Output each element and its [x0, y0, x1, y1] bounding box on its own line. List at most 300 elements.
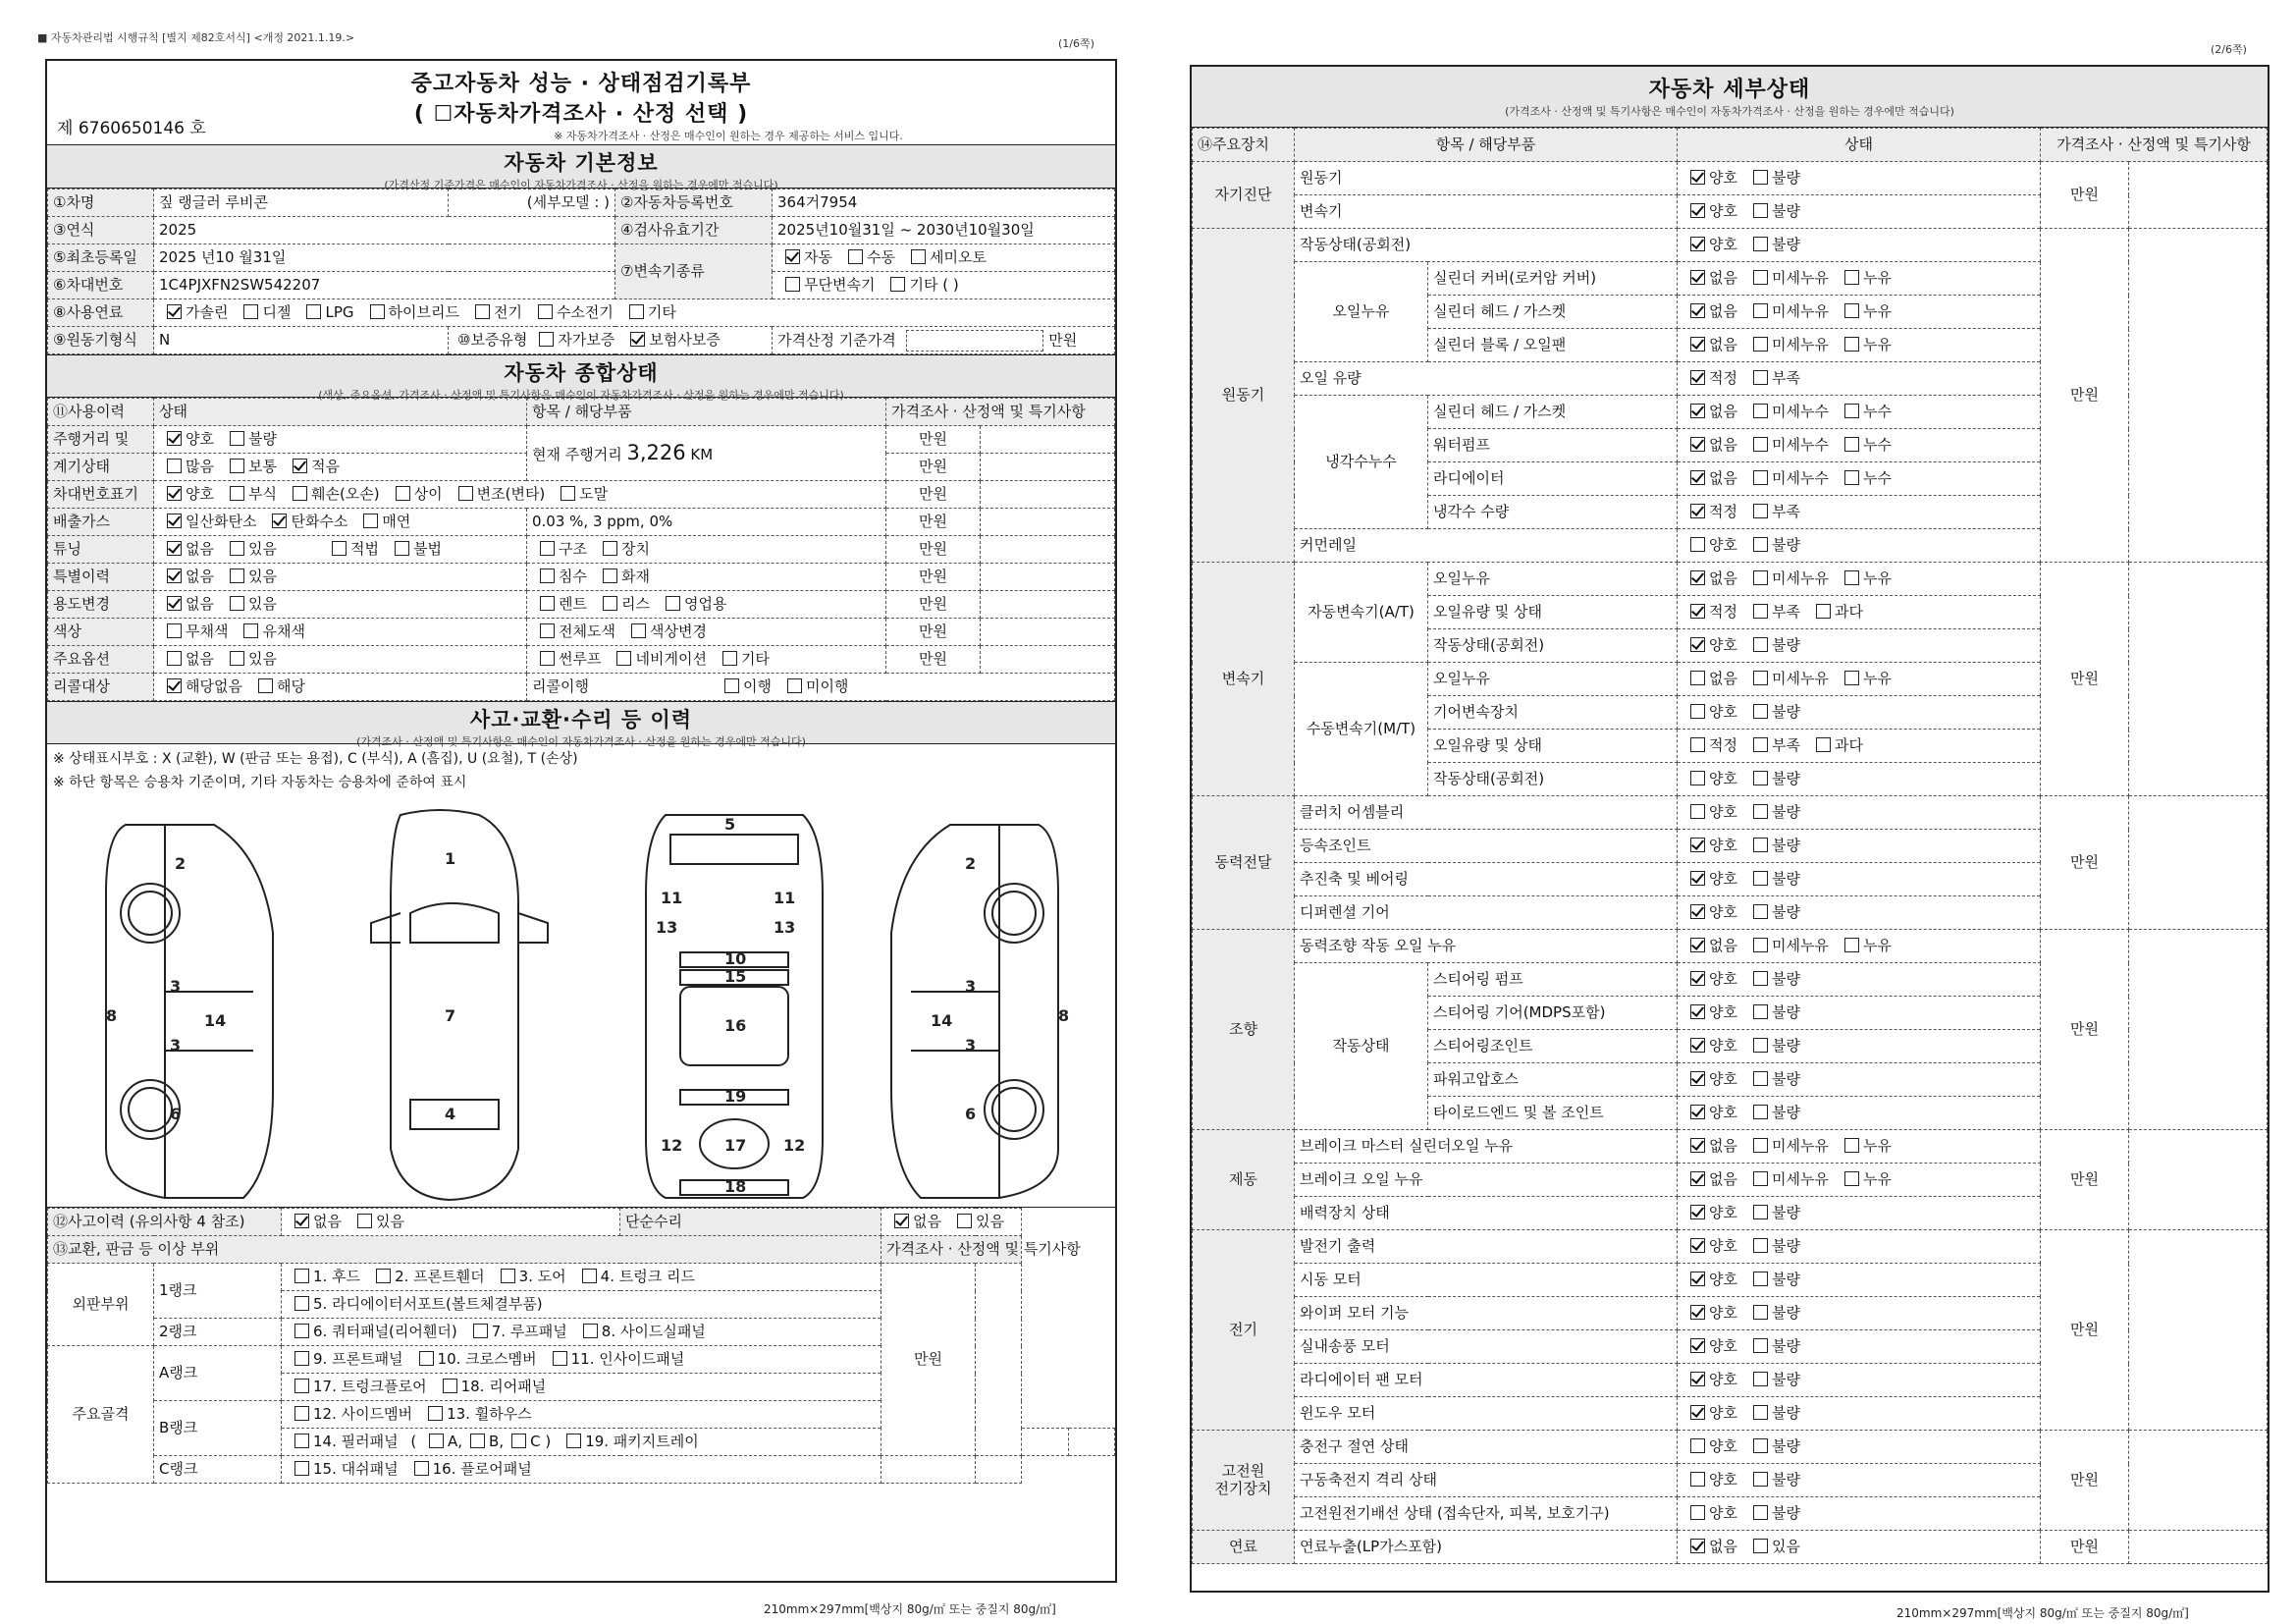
transmission-options-2: 무단변속기 기타 ( )	[773, 272, 1115, 299]
checkbox-t2a-none[interactable]	[1690, 671, 1705, 685]
checkbox-t2a-leak[interactable]	[1844, 671, 1859, 685]
basic-info-header	[47, 145, 1115, 189]
detail-header	[1192, 67, 2268, 128]
checkbox-recall-done[interactable]	[724, 678, 739, 693]
svg-text:2: 2	[965, 854, 977, 873]
checkbox-t1c-bad[interactable]	[1753, 637, 1768, 652]
checkbox-a2-good[interactable]	[1690, 203, 1705, 218]
label-accident: ⑫사고이력 (유의사항 4 참조)	[48, 1209, 282, 1236]
status-t1c: 양호 불량	[1678, 629, 2041, 663]
usage-options: 없음 있음	[154, 591, 527, 619]
checkbox-a1-bad[interactable]	[1753, 170, 1768, 185]
checkbox-st2e-bad[interactable]	[1753, 1105, 1768, 1119]
checkbox-flood[interactable]	[540, 568, 555, 583]
checkbox-st1-none[interactable]	[1690, 938, 1705, 952]
checkbox-e2b-none[interactable]	[1690, 303, 1705, 318]
status-st2b: 양호 불량	[1678, 997, 2041, 1030]
checkbox-e3-lack[interactable]	[1753, 370, 1768, 385]
item-e2: 오일누유	[1295, 262, 1428, 362]
checkbox-usage-exist[interactable]	[230, 596, 244, 611]
current-mileage: 현재 주행거리 3,226 KM	[527, 426, 886, 481]
checkbox-mileage-bad[interactable]	[230, 431, 244, 446]
checkbox-e4b-none[interactable]	[1690, 437, 1705, 452]
item-st2d: 파워고압호스	[1428, 1063, 1678, 1097]
checkbox-special-exist[interactable]	[230, 568, 244, 583]
checkbox-br1-micro[interactable]	[1753, 1138, 1768, 1153]
checkbox-tuning-illegal[interactable]	[395, 541, 409, 556]
checkbox-recall-yes[interactable]	[258, 678, 273, 693]
checkbox-vin-smear[interactable]	[561, 486, 575, 501]
form-title: 중고자동차 성능 · 상태점검기록부	[410, 72, 752, 96]
rank-c-items: 15. 대쉬패널 16. 플로어패널	[282, 1456, 881, 1484]
checkbox-el1-bad[interactable]	[1753, 1238, 1768, 1253]
checkbox-e4a-leakw[interactable]	[1844, 404, 1859, 418]
checkbox-opt-other[interactable]	[722, 651, 737, 666]
status-a1: 양호 불량	[1678, 162, 2041, 195]
checkbox-t2b-good[interactable]	[1690, 704, 1705, 719]
item-e4: 냉각수누수	[1295, 396, 1428, 529]
checkbox-t2c-lack[interactable]	[1753, 737, 1768, 752]
checkbox-t1b-lack[interactable]	[1753, 604, 1768, 619]
checkbox-side-sill[interactable]	[583, 1324, 598, 1338]
checkbox-floor-panel[interactable]	[414, 1461, 429, 1476]
checkbox-opt-none[interactable]	[167, 651, 182, 666]
checkbox-hood[interactable]	[294, 1269, 309, 1283]
price-unit: 만원	[2041, 1431, 2129, 1531]
col-item: 항목 / 해당부품	[527, 399, 886, 426]
checkbox-d4-good[interactable]	[1690, 904, 1705, 919]
form-note: ※ 자동차가격조사 · 산정은 매수인이 원하는 경우 제공하는 서비스 입니다.	[554, 130, 903, 142]
option-parts: 썬루프 네비게이션 기타	[527, 646, 886, 674]
checkbox-st2b-bad[interactable]	[1753, 1004, 1768, 1019]
checkbox-br1-leak[interactable]	[1844, 1138, 1859, 1153]
checkbox-front-fender[interactable]	[376, 1269, 391, 1283]
checkbox-a1-good[interactable]	[1690, 170, 1705, 185]
car-diagram	[47, 795, 1115, 1208]
emission-values: 0.03 %, 3 ppm, 0%	[527, 509, 886, 536]
label-transmission: ⑦변속기종류	[615, 244, 773, 299]
checkbox-st2d-bad[interactable]	[1753, 1071, 1768, 1086]
checkbox-dash-panel[interactable]	[294, 1461, 309, 1476]
checkbox-e4c-none[interactable]	[1690, 470, 1705, 485]
checkbox-hv3-good[interactable]	[1690, 1505, 1705, 1520]
checkbox-diesel[interactable]	[243, 304, 258, 319]
status-el5: 양호 불량	[1678, 1364, 2041, 1397]
item-e4b: 워터펌프	[1428, 429, 1678, 462]
checkbox-rear-panel[interactable]	[443, 1379, 457, 1393]
svg-text:19: 19	[724, 1087, 747, 1106]
svg-text:7: 7	[445, 1006, 456, 1025]
checkbox-t2a-micro[interactable]	[1753, 671, 1768, 685]
svg-text:6: 6	[170, 1105, 182, 1123]
checkbox-recall-na[interactable]	[167, 678, 182, 693]
label-rank-c: C랭크	[154, 1456, 282, 1484]
value-vin: 1C4PJXFN2SW542207	[154, 272, 615, 299]
checkbox-br3-bad[interactable]	[1753, 1205, 1768, 1219]
checkbox-e2c-leak[interactable]	[1844, 337, 1859, 352]
checkbox-e2c-none[interactable]	[1690, 337, 1705, 352]
checkbox-st1-leak[interactable]	[1844, 938, 1859, 952]
checkbox-e4c-leakw[interactable]	[1844, 470, 1859, 485]
svg-text:4: 4	[445, 1105, 456, 1123]
form-title-block	[47, 61, 1115, 145]
checkbox-normal[interactable]	[230, 459, 244, 473]
checkbox-fire[interactable]	[603, 568, 617, 583]
svg-text:13: 13	[656, 918, 678, 937]
checkbox-simple-exist[interactable]	[957, 1214, 972, 1228]
price-unit: 만원	[2041, 930, 2129, 1130]
checkbox-d2-good[interactable]	[1690, 838, 1705, 852]
rank-a-items-b: 17. 트렁크플로어 18. 리어패널	[282, 1374, 881, 1401]
status-st2a: 양호 불량	[1678, 963, 2041, 997]
checkbox-color-change[interactable]	[631, 623, 646, 638]
basic-info-note: (가격산정 기준가격은 매수인이 자동차가격조사 · 산정을 원하는 경우에만 적습니다)	[384, 179, 778, 191]
item-st2: 작동상태	[1295, 963, 1428, 1130]
checkbox-auto[interactable]	[785, 249, 800, 264]
item-t2c: 오일유량 및 상태	[1428, 730, 1678, 763]
item-e4d: 냉각수 수량	[1428, 496, 1678, 529]
status-el4: 양호 불량	[1678, 1330, 2041, 1364]
section-fuel: 연료	[1193, 1531, 1295, 1564]
checkbox-pillar-panel[interactable]	[294, 1434, 309, 1448]
checkbox-few[interactable]	[293, 459, 307, 473]
checkbox-e5-good[interactable]	[1690, 537, 1705, 552]
label-car-name: ①차명	[48, 189, 154, 217]
checkbox-br1-none[interactable]	[1690, 1138, 1705, 1153]
checkbox-hc[interactable]	[272, 514, 287, 528]
checkbox-el2-bad[interactable]	[1753, 1272, 1768, 1286]
checkbox-hv1-good[interactable]	[1690, 1438, 1705, 1453]
checkbox-usage-none[interactable]	[167, 596, 182, 611]
checkbox-e4b-leakw[interactable]	[1844, 437, 1859, 452]
price-unit: 만원	[2041, 162, 2129, 229]
checkbox-el5-good[interactable]	[1690, 1372, 1705, 1386]
checkbox-t2c-over[interactable]	[1816, 737, 1831, 752]
item-st2b: 스티어링 기어(MDPS포함)	[1428, 997, 1678, 1030]
checkbox-vin-good[interactable]	[167, 486, 182, 501]
checkbox-t1a-micro[interactable]	[1753, 570, 1768, 585]
status-e2c: 없음 미세누유 누유	[1678, 329, 2041, 362]
col-usage-history: ⑪사용이력	[48, 399, 154, 426]
checkbox-t2b-bad[interactable]	[1753, 704, 1768, 719]
item-el3: 와이퍼 모터 기능	[1295, 1297, 1678, 1330]
checkbox-el6-bad[interactable]	[1753, 1405, 1768, 1420]
checkbox-d4-bad[interactable]	[1753, 904, 1768, 919]
checkbox-e2b-micro[interactable]	[1753, 303, 1768, 318]
checkbox-d3-bad[interactable]	[1753, 871, 1768, 886]
status-e1: 양호 불량	[1678, 229, 2041, 262]
checkbox-vin-damage[interactable]	[293, 486, 307, 501]
checkbox-hv3-bad[interactable]	[1753, 1505, 1768, 1520]
checkbox-pillar-c[interactable]	[511, 1434, 526, 1448]
item-el5: 라디에이터 팬 모터	[1295, 1364, 1678, 1397]
item-d1: 클러치 어셈블리	[1295, 796, 1678, 830]
status-el6: 양호 불량	[1678, 1397, 2041, 1431]
accident-table	[47, 1208, 1115, 1484]
svg-text:18: 18	[724, 1177, 747, 1196]
checkbox-semi[interactable]	[911, 249, 926, 264]
price-unit: 만원	[2041, 563, 2129, 796]
color-options: 무채색 유채색	[154, 619, 527, 646]
checkbox-e4c-microw[interactable]	[1753, 470, 1768, 485]
checkbox-e2b-leak[interactable]	[1844, 303, 1859, 318]
price-basis-input[interactable]	[906, 330, 1043, 352]
checkbox-front-panel[interactable]	[294, 1351, 309, 1366]
checkbox-t2d-good[interactable]	[1690, 771, 1705, 785]
rank-1-items-b: 5. 라디에이터서포트(볼트체결부품)	[282, 1291, 881, 1319]
checkbox-accident-none[interactable]	[294, 1214, 309, 1228]
checkbox-tuning-exist[interactable]	[230, 541, 244, 556]
status-el2: 양호 불량	[1678, 1264, 2041, 1297]
status-e4a: 없음 미세누수 누수	[1678, 396, 2041, 429]
svg-text:3: 3	[170, 977, 182, 996]
checkbox-t1a-none[interactable]	[1690, 570, 1705, 585]
checkbox-trans-other[interactable]	[890, 277, 905, 292]
checkbox-hv2-good[interactable]	[1690, 1472, 1705, 1487]
checkbox-f1-exist[interactable]	[1753, 1539, 1768, 1553]
checkbox-st2a-good[interactable]	[1690, 971, 1705, 986]
checkbox-cvt[interactable]	[785, 277, 800, 292]
checkbox-hybrid[interactable]	[370, 304, 385, 319]
checkbox-t1b-over[interactable]	[1816, 604, 1831, 619]
section-trans: 변속기	[1193, 563, 1295, 796]
checkbox-el6-good[interactable]	[1690, 1405, 1705, 1420]
checkbox-gasoline[interactable]	[167, 304, 182, 319]
checkbox-e4a-none[interactable]	[1690, 404, 1705, 418]
checkbox-d2-bad[interactable]	[1753, 838, 1768, 852]
checkbox-el1-good[interactable]	[1690, 1238, 1705, 1253]
checkbox-simple-none[interactable]	[894, 1214, 909, 1228]
checkbox-e5-bad[interactable]	[1753, 537, 1768, 552]
accident-note: (가격조사 · 산정액 및 특기사항은 매수인이 자동차가격조사 · 산정을 원하는 경우에만 적습니다)	[356, 735, 806, 748]
status-e4c: 없음 미세누수 누수	[1678, 462, 2041, 496]
checkbox-pillar-a[interactable]	[429, 1434, 444, 1448]
checkbox-recall-notdone[interactable]	[787, 678, 802, 693]
status-t1b: 적정 부족 과다	[1678, 596, 2041, 629]
checkbox-device[interactable]	[603, 541, 617, 556]
overall-header	[47, 354, 1115, 402]
status-st2c: 양호 불량	[1678, 1030, 2041, 1063]
checkbox-tuning-legal[interactable]	[332, 541, 347, 556]
checkbox-co[interactable]	[167, 514, 182, 528]
value-inspection-valid: 2025년10월31일 ~ 2030년10월30일	[773, 217, 1115, 244]
rank-b-items-a: 12. 사이드멤버 13. 휠하우스	[282, 1401, 881, 1429]
checkbox-st2c-good[interactable]	[1690, 1038, 1705, 1053]
checkbox-chromatic[interactable]	[243, 623, 258, 638]
checkbox-st2c-bad[interactable]	[1753, 1038, 1768, 1053]
checkbox-accident-exist[interactable]	[357, 1214, 372, 1228]
checkbox-sunroof[interactable]	[540, 651, 555, 666]
checkbox-vin-diff[interactable]	[396, 486, 410, 501]
checkbox-d1-good[interactable]	[1690, 804, 1705, 819]
checkbox-el3-bad[interactable]	[1753, 1305, 1768, 1320]
checkbox-smoke[interactable]	[363, 514, 378, 528]
checkbox-br2-none[interactable]	[1690, 1171, 1705, 1186]
checkbox-el4-good[interactable]	[1690, 1338, 1705, 1353]
checkbox-f1-none[interactable]	[1690, 1539, 1705, 1553]
svg-text:5: 5	[724, 815, 736, 834]
checkbox-special-none[interactable]	[167, 568, 182, 583]
item-t2a: 오일누유	[1428, 663, 1678, 696]
checkbox-radiator-support[interactable]	[294, 1296, 309, 1311]
item-t2b: 기어변속장치	[1428, 696, 1678, 730]
checkbox-br2-leak[interactable]	[1844, 1171, 1859, 1186]
checkbox-inside-panel[interactable]	[553, 1351, 567, 1366]
checkbox-full-paint[interactable]	[540, 623, 555, 638]
status-a2: 양호 불량	[1678, 195, 2041, 229]
checkbox-lpg[interactable]	[306, 304, 321, 319]
item-st2c: 스티어링조인트	[1428, 1030, 1678, 1063]
checkbox-e2a-micro[interactable]	[1753, 270, 1768, 285]
price-unit: 만원	[2041, 229, 2129, 563]
checkbox-trunk-lid[interactable]	[582, 1269, 597, 1283]
page-2-footer: 210mm×297mm[백상지 80g/㎡ 또는 중질지 80g/㎡]	[1896, 1606, 2189, 1620]
checkbox-st2a-bad[interactable]	[1753, 971, 1768, 986]
status-hv3: 양호 불량	[1678, 1497, 2041, 1531]
checkbox-e4a-microw[interactable]	[1753, 404, 1768, 418]
label-color: 색상	[48, 619, 154, 646]
checkbox-e2c-micro[interactable]	[1753, 337, 1768, 352]
checkbox-e4b-microw[interactable]	[1753, 437, 1768, 452]
mileage-cond-1: 양호 불량	[154, 426, 527, 454]
section-steer: 조향	[1193, 930, 1295, 1130]
checkbox-vin-corrosion[interactable]	[230, 486, 244, 501]
checkbox-pillar-b[interactable]	[470, 1434, 485, 1448]
checkbox-many[interactable]	[167, 459, 182, 473]
checkbox-electric[interactable]	[475, 304, 490, 319]
checkbox-achromatic[interactable]	[167, 623, 182, 638]
page-2-number: (2/6쪽)	[2211, 43, 2247, 56]
col-status: 상태	[154, 399, 527, 426]
checkbox-br2-micro[interactable]	[1753, 1171, 1768, 1186]
item-hv2: 구동축전지 격리 상태	[1295, 1464, 1678, 1497]
checkbox-biz[interactable]	[666, 596, 680, 611]
svg-text:8: 8	[1058, 1006, 1070, 1025]
checkbox-cross-member[interactable]	[419, 1351, 434, 1366]
emission-options: 일산화탄소 탄화수소 매연	[154, 509, 527, 536]
item-d2: 등속조인트	[1295, 830, 1678, 863]
item-e1: 작동상태(공회전)	[1295, 229, 1678, 262]
checkbox-e2a-none[interactable]	[1690, 270, 1705, 285]
svg-text:6: 6	[965, 1105, 977, 1123]
checkbox-structure[interactable]	[540, 541, 555, 556]
label-rank-1: 1랭크	[154, 1264, 282, 1319]
checkbox-t1c-good[interactable]	[1690, 637, 1705, 652]
svg-text:12: 12	[783, 1136, 806, 1155]
checkbox-st1-micro[interactable]	[1753, 938, 1768, 952]
symbol-legend: ※ 상태표시부호 : X (교환), W (판금 또는 용접), C (부식), A (흠집), U (요철), T (손상)	[53, 751, 578, 767]
checkbox-d1-bad[interactable]	[1753, 804, 1768, 819]
label-outer-panel: 외판부위	[48, 1264, 154, 1346]
checkbox-opt-exist[interactable]	[230, 651, 244, 666]
status-el1: 양호 불량	[1678, 1230, 2041, 1264]
transmission-options-1: 자동 수동 세미오토	[773, 244, 1115, 272]
checkbox-e1-good[interactable]	[1690, 237, 1705, 251]
checkbox-el5-bad[interactable]	[1753, 1372, 1768, 1386]
item-e2b: 실린더 헤드 / 가스켓	[1428, 296, 1678, 329]
checkbox-t2c-proper[interactable]	[1690, 737, 1705, 752]
checkbox-package-tray[interactable]	[566, 1434, 581, 1448]
checkbox-hv1-bad[interactable]	[1753, 1438, 1768, 1453]
checkbox-roof-panel[interactable]	[473, 1324, 488, 1338]
label-simple-repair: 단순수리	[620, 1209, 881, 1236]
overall-title: 자동차 종합상태	[504, 361, 659, 385]
accident-options: 없음 있음	[282, 1209, 620, 1236]
svg-text:11: 11	[774, 889, 796, 907]
checkbox-el4-bad[interactable]	[1753, 1338, 1768, 1353]
overall-note: (색상, 주요옵션, 가격조사 · 산정액 및 특기사항은 매수인이 자동차가격조사 · 산정을 원하는 경우에만 적습니다)	[318, 389, 844, 402]
checkbox-quarter-panel[interactable]	[294, 1324, 309, 1338]
value-first-reg: 2025 년10 월31일	[154, 244, 615, 272]
checkbox-lease[interactable]	[603, 596, 617, 611]
warranty-options: ⑩보증유형 자가보증 보험사보증	[449, 327, 773, 354]
checkbox-hydrogen[interactable]	[538, 304, 553, 319]
status-hv2: 양호 불량	[1678, 1464, 2041, 1497]
checkbox-st2d-good[interactable]	[1690, 1071, 1705, 1086]
checkbox-manual[interactable]	[848, 249, 863, 264]
checkbox-tuning-none[interactable]	[167, 541, 182, 556]
checkbox-e3-proper[interactable]	[1690, 370, 1705, 385]
item-f1: 연료누출(LP가스포함)	[1295, 1531, 1678, 1564]
checkbox-fuel-other[interactable]	[629, 304, 644, 319]
checkbox-t2d-bad[interactable]	[1753, 771, 1768, 785]
label-motor-type: ⑨원동기형식	[48, 327, 154, 354]
basic-info-title: 자동차 기본정보	[504, 151, 659, 175]
checkbox-rent[interactable]	[540, 596, 555, 611]
exchange-price-unit: 만원	[881, 1264, 976, 1456]
svg-text:15: 15	[724, 967, 747, 986]
checkbox-el3-good[interactable]	[1690, 1305, 1705, 1320]
item-br2: 브레이크 오일 누유	[1295, 1164, 1678, 1197]
car-right-side	[891, 825, 1058, 1198]
checkbox-t1a-leak[interactable]	[1844, 570, 1859, 585]
checkbox-e4d-proper[interactable]	[1690, 504, 1705, 518]
status-st1: 없음 미세누유 누유	[1678, 930, 2041, 963]
checkbox-e2a-leak[interactable]	[1844, 270, 1859, 285]
checkbox-wheel-house[interactable]	[428, 1406, 443, 1421]
checkbox-st2e-good[interactable]	[1690, 1105, 1705, 1119]
checkbox-st2b-good[interactable]	[1690, 1004, 1705, 1019]
checkbox-hv2-bad[interactable]	[1753, 1472, 1768, 1487]
value-reg-number: 364거7954	[773, 189, 1115, 217]
label-recall: 리콜대상	[48, 674, 154, 701]
checkbox-e1-bad[interactable]	[1753, 237, 1768, 251]
legend-block	[47, 744, 1115, 795]
checkbox-vin-alter[interactable]	[458, 486, 473, 501]
special-options: 없음 있음	[154, 564, 527, 591]
checkbox-navigation[interactable]	[616, 651, 631, 666]
checkbox-mileage-good[interactable]	[167, 431, 182, 446]
label-mileage-2: 계기상태	[48, 454, 154, 481]
color-parts: 전체도색 색상변경	[527, 619, 886, 646]
svg-text:12: 12	[661, 1136, 683, 1155]
status-d4: 양호 불량	[1678, 896, 2041, 930]
checkbox-el2-good[interactable]	[1690, 1272, 1705, 1286]
checkbox-self-warranty[interactable]	[539, 332, 554, 347]
checkbox-t1b-proper[interactable]	[1690, 604, 1705, 619]
checkbox-br3-good[interactable]	[1690, 1205, 1705, 1219]
checkbox-door[interactable]	[501, 1269, 515, 1283]
checkbox-e4d-lack[interactable]	[1753, 504, 1768, 518]
checkbox-side-member[interactable]	[294, 1406, 309, 1421]
checkbox-a2-bad[interactable]	[1753, 203, 1768, 218]
checkbox-insurer-warranty[interactable]	[630, 332, 645, 347]
checkbox-trunk-floor[interactable]	[294, 1379, 309, 1393]
checkbox-d3-good[interactable]	[1690, 871, 1705, 886]
detail-frame	[1190, 65, 2269, 1593]
col-status: 상태	[1678, 129, 2041, 162]
section-dyn: 동력전달	[1193, 796, 1295, 930]
